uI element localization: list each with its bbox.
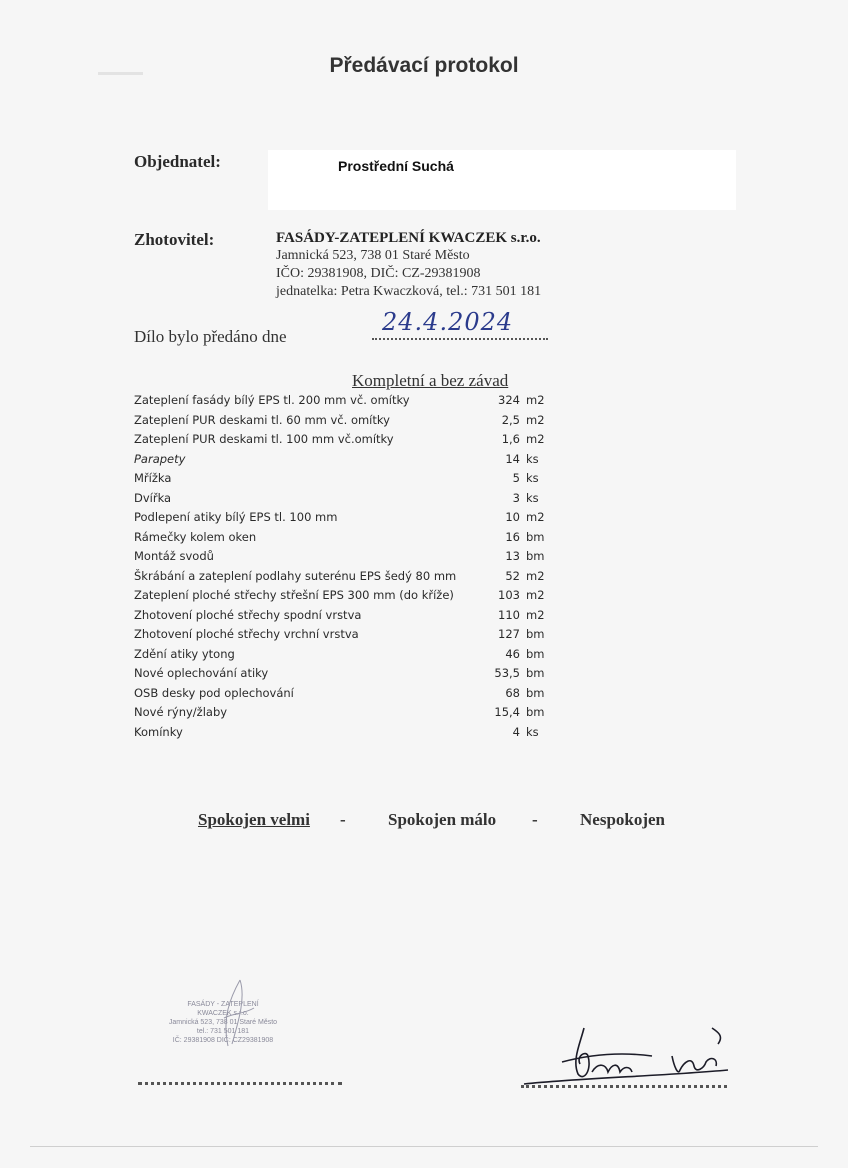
item-row bbox=[134, 567, 554, 587]
satisfaction-option-very-satisfied: Spokojen velmi bbox=[198, 810, 310, 829]
item-name: OSB desky pod oplechování bbox=[134, 685, 294, 700]
item-unit: ks bbox=[526, 451, 539, 466]
item-unit: m2 bbox=[526, 412, 545, 427]
item-unit: m2 bbox=[526, 568, 545, 583]
item-row bbox=[134, 625, 554, 645]
item-unit: bm bbox=[526, 627, 545, 641]
item-row bbox=[134, 450, 554, 470]
contractor-contact: jednatelka: Petra Kwaczková, tel.: 731 501 181 bbox=[276, 284, 542, 299]
item-row bbox=[134, 391, 554, 411]
item-name: Škrábání a zateplení podlahy suterénu EPS šedý 80 mm bbox=[134, 568, 457, 583]
client-signature-line bbox=[521, 1085, 727, 1088]
item-name: Zateplení PUR deskami tl. 100 mm vč.omítky bbox=[134, 432, 394, 446]
item-name: Nové oplechování atiky bbox=[134, 666, 269, 680]
item-unit: ks bbox=[526, 490, 539, 505]
item-name: Zhotovení ploché střechy spodní vrstva bbox=[134, 607, 362, 622]
status-heading: Kompletní a bez závad bbox=[352, 371, 509, 390]
satisfaction-option-little-satisfied: Spokojen málo bbox=[388, 810, 497, 829]
item-unit: bm bbox=[526, 529, 545, 544]
item-quantity: 13 bbox=[505, 549, 520, 563]
item-unit: m2 bbox=[526, 607, 545, 622]
document-title: Předávací protokol bbox=[329, 54, 519, 77]
page-bottom-rule bbox=[30, 1146, 818, 1147]
contractor-company: FASÁDY-ZATEPLENÍ KWACZEK s.r.o. bbox=[276, 230, 541, 246]
item-row bbox=[134, 723, 554, 743]
stamp-signature-scribble bbox=[210, 978, 270, 1048]
work-items-list bbox=[134, 391, 554, 742]
item-quantity: 10 bbox=[505, 510, 520, 524]
item-quantity: 14 bbox=[505, 451, 520, 466]
item-quantity: 5 bbox=[512, 471, 520, 485]
item-name: Zateplení ploché střechy střešní EPS 300 mm (do kříže) bbox=[134, 588, 454, 602]
item-quantity: 103 bbox=[498, 588, 520, 602]
item-row bbox=[134, 703, 554, 723]
item-quantity: 15,4 bbox=[494, 705, 520, 719]
handover-date-line bbox=[372, 338, 548, 340]
client-label: Objednatel: bbox=[134, 152, 221, 171]
item-row bbox=[134, 645, 554, 665]
stamp-line: Jamnická 523, 738 01 Staré Město bbox=[168, 1019, 278, 1026]
item-unit: ks bbox=[526, 724, 539, 739]
item-name: Podlepení atiky bílý EPS tl. 100 mm bbox=[134, 510, 338, 524]
client-box bbox=[268, 150, 736, 210]
item-name: Montáž svodů bbox=[134, 549, 214, 563]
item-quantity: 16 bbox=[505, 529, 520, 544]
satisfaction-separator: - bbox=[340, 810, 346, 829]
item-name: Zateplení PUR deskami tl. 60 mm vč. omítky bbox=[134, 412, 390, 427]
item-quantity: 46 bbox=[505, 646, 520, 661]
item-unit: bm bbox=[526, 685, 545, 700]
handover-date: 24.4.2024 bbox=[382, 308, 514, 336]
stamp-line: FASÁDY - ZATEPLENÍ bbox=[187, 1001, 259, 1008]
item-row bbox=[134, 664, 554, 684]
item-unit: ks bbox=[526, 471, 539, 485]
item-row bbox=[134, 606, 554, 626]
item-name: Rámečky kolem oken bbox=[134, 529, 257, 544]
item-row bbox=[134, 508, 554, 528]
item-unit: bm bbox=[526, 646, 545, 661]
item-name: Zhotovení ploché střechy vrchní vrstva bbox=[134, 627, 359, 641]
item-unit: bm bbox=[526, 705, 545, 719]
item-name: Komínky bbox=[134, 724, 183, 739]
contractor-label: Zhotovitel: bbox=[134, 230, 215, 249]
item-row bbox=[134, 430, 554, 450]
stamp-line: IČ: 29381908 DIČ: CZ29381908 bbox=[172, 1037, 274, 1044]
contractor-ids: IČO: 29381908, DIČ: CZ-29381908 bbox=[276, 266, 481, 281]
item-row bbox=[134, 528, 554, 548]
item-quantity: 68 bbox=[505, 685, 520, 700]
item-row bbox=[134, 489, 554, 509]
item-unit: m2 bbox=[526, 432, 545, 446]
item-row bbox=[134, 411, 554, 431]
item-quantity: 110 bbox=[498, 607, 520, 622]
item-quantity: 53,5 bbox=[494, 666, 520, 680]
item-quantity: 3 bbox=[512, 490, 520, 505]
item-name: Zateplení fasády bílý EPS tl. 200 mm vč. omítky bbox=[134, 393, 410, 407]
item-quantity: 52 bbox=[505, 568, 520, 583]
item-quantity: 324 bbox=[498, 393, 520, 407]
item-row bbox=[134, 684, 554, 704]
contractor-address: Jamnická 523, 738 01 Staré Město bbox=[276, 248, 470, 263]
item-name: Nové rýny/žlaby bbox=[134, 705, 228, 719]
satisfaction-option-dissatisfied: Nespokojen bbox=[580, 810, 666, 829]
item-quantity: 2,5 bbox=[501, 412, 520, 427]
item-row bbox=[134, 586, 554, 606]
client-signature bbox=[522, 1026, 732, 1088]
item-name: Mřížka bbox=[134, 471, 172, 485]
stamp-line: tel.: 731 501 181 bbox=[196, 1028, 250, 1035]
item-row bbox=[134, 547, 554, 567]
contractor-details bbox=[276, 229, 541, 301]
item-unit: m2 bbox=[526, 588, 545, 602]
item-unit: bm bbox=[526, 549, 545, 563]
item-name: Parapety bbox=[134, 451, 186, 466]
item-unit: m2 bbox=[526, 510, 545, 524]
stamp-line: KWACZEK s.r.o. bbox=[197, 1010, 249, 1017]
handover-label: Dílo bylo předáno dne bbox=[134, 327, 287, 346]
client-name: Prostřední Suchá bbox=[338, 158, 454, 174]
item-unit: bm bbox=[526, 666, 545, 680]
item-quantity: 1,6 bbox=[501, 432, 520, 446]
item-quantity: 4 bbox=[512, 724, 520, 739]
item-quantity: 127 bbox=[498, 627, 520, 641]
item-name: Dvířka bbox=[134, 490, 172, 505]
item-name: Zdění atiky ytong bbox=[134, 646, 235, 661]
item-unit: m2 bbox=[526, 393, 545, 407]
satisfaction-separator: - bbox=[532, 810, 538, 829]
item-row bbox=[134, 469, 554, 489]
contractor-signature-line bbox=[138, 1082, 342, 1085]
